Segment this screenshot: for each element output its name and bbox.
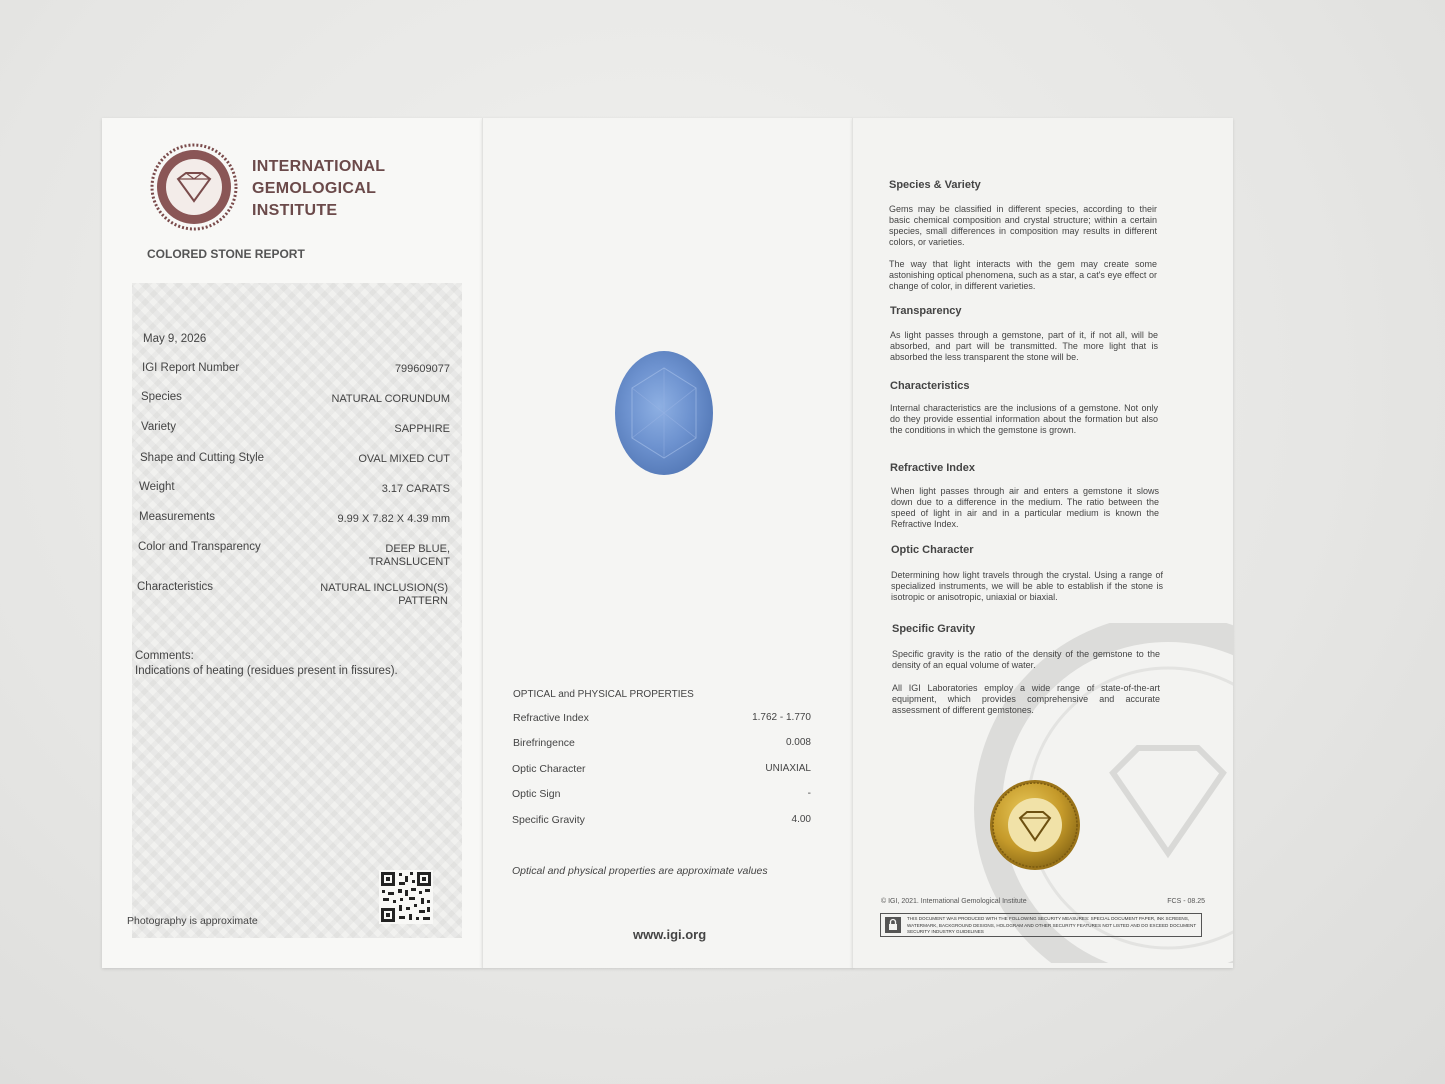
comments-label: Comments: <box>135 650 194 662</box>
color-value: DEEP BLUE, <box>385 543 450 555</box>
report-number-value: 799609077 <box>394 363 450 375</box>
species-value: NATURAL CORUNDUM <box>331 393 450 405</box>
variety-label: Variety <box>141 421 176 433</box>
transparency-text: As light passes through a gemstone, part of it, if not all, will be absorbed, and part will be transmitted. The more light that is absorbed the less transparent the stone will be. <box>890 330 1158 362</box>
weight-label: Weight <box>139 481 175 493</box>
website-link[interactable]: www.igi.org <box>633 927 707 942</box>
properties-panel <box>482 118 853 968</box>
report-title: COLORED STONE REPORT <box>147 247 305 261</box>
security-notice-box <box>880 913 1202 937</box>
report-number-label: IGI Report Number <box>142 362 240 374</box>
optic-character-label: Optic Character <box>512 763 586 775</box>
report-document <box>102 118 1232 968</box>
specific-gravity-heading: Specific Gravity <box>892 623 976 635</box>
specific-gravity-value: 4.00 <box>791 814 811 825</box>
transparency-value: TRANSLUCENT <box>368 556 450 568</box>
characteristics-value: NATURAL INCLUSION(S) <box>320 582 448 594</box>
copyright-text: © IGI, 2021. International Gemological Institute <box>881 898 1027 905</box>
birefringence-label: Birefringence <box>513 737 575 749</box>
measurements-value: 9.99 X 7.82 X 4.39 mm <box>337 513 450 525</box>
org-name-line1: INTERNATIONAL <box>252 158 386 175</box>
measurements-label: Measurements <box>139 511 216 523</box>
characteristics-label: Characteristics <box>137 581 214 593</box>
characteristics-text: Internal characteristics are the inclusions of a gemstone. Not only do they provide essential information about the formation but also the conditions in which the gemstone is grown. <box>890 403 1158 435</box>
specific-gravity-text-2: All IGI Laboratories employ a wide range of state-of-the-art equipment, which provides comprehensive and accurate assessment of different gemstones. <box>892 683 1160 715</box>
security-notice-text: THIS DOCUMENT WAS PRODUCED WITH THE FOLLOWING SECURITY MEASURES: SPECIAL DOCUMENT PAPER, INK SCREENS, WATERMARK, BACKGROUND DESIGNS, HOLOGRAM AND OTHER SECURITY FEATURES NOT LISTED AND DO EXCEED DOCUMENT SECURITY INDUSTRY GUIDELINES <box>907 916 1197 934</box>
species-variety-heading: Species & Variety <box>889 179 981 191</box>
igi-gold-seal <box>988 778 1082 872</box>
form-code: FCS - 08.25 <box>1167 898 1205 905</box>
properties-title: OPTICAL and PHYSICAL PROPERTIES <box>513 689 694 700</box>
security-pattern-background <box>132 283 462 938</box>
qr-code <box>379 870 433 924</box>
org-name-line2: GEMOLOGICAL <box>252 180 377 197</box>
specific-gravity-label: Specific Gravity <box>512 814 585 826</box>
refractive-index-value: 1.762 - 1.770 <box>752 712 811 723</box>
optic-character-heading: Optic Character <box>891 544 974 556</box>
optic-character-value: UNIAXIAL <box>765 763 811 774</box>
refractive-index-label: Refractive Index <box>513 712 589 724</box>
species-label: Species <box>141 391 182 403</box>
gemstone-photo <box>612 348 716 478</box>
refractive-index-text: When light passes through air and enters a gemstone it slows down due to a difference in the medium. The ratio between the speed of light in air and in a particular medium is known the Refractive Index. <box>891 486 1159 529</box>
refractive-index-heading: Refractive Index <box>890 462 975 474</box>
comments-text: Indications of heating (residues present in fissures). <box>135 665 398 677</box>
specific-gravity-text-1: Specific gravity is the ratio of the density of the gemstone to the density of an equal volume of water. <box>892 649 1160 670</box>
optic-sign-label: Optic Sign <box>512 788 561 800</box>
report-panel <box>102 118 482 968</box>
characteristics-value2: PATTERN <box>398 595 448 607</box>
photography-note: Photography is approximate <box>127 915 258 927</box>
species-variety-text-1: Gems may be classified in different species, according to their basic chemical composition and crystal structure; within a certain species, small differences in composition may results in different colors, or varieties. <box>889 204 1157 247</box>
shape-label: Shape and Cutting Style <box>140 452 265 464</box>
info-panel <box>852 118 1233 968</box>
optic-character-text: Determining how light travels through the crystal. Using a range of specialized instruments, we will be able to establish if the stone is isotropic or anisotropic, uniaxial or biaxial. <box>891 570 1163 602</box>
igi-seal-logo <box>148 143 240 231</box>
shape-value: OVAL MIXED CUT <box>358 453 450 465</box>
report-date: May 9, 2026 <box>143 333 207 345</box>
color-transparency-label: Color and Transparency <box>138 541 261 553</box>
org-name-line3: INSTITUTE <box>252 202 338 219</box>
characteristics-heading: Characteristics <box>890 380 970 392</box>
approximate-values-note: Optical and physical properties are approximate values <box>512 865 768 877</box>
variety-value: SAPPHIRE <box>394 423 450 435</box>
lock-icon <box>885 917 901 933</box>
species-variety-text-2: The way that light interacts with the gem may create some astonishing optical phenomena, such as a star, a cat's eye effect or change of color, in different varieties. <box>889 259 1157 291</box>
optic-sign-value: - <box>807 788 811 799</box>
birefringence-value: 0.008 <box>785 737 811 748</box>
weight-value: 3.17 CARATS <box>381 483 450 495</box>
transparency-heading: Transparency <box>890 305 962 317</box>
